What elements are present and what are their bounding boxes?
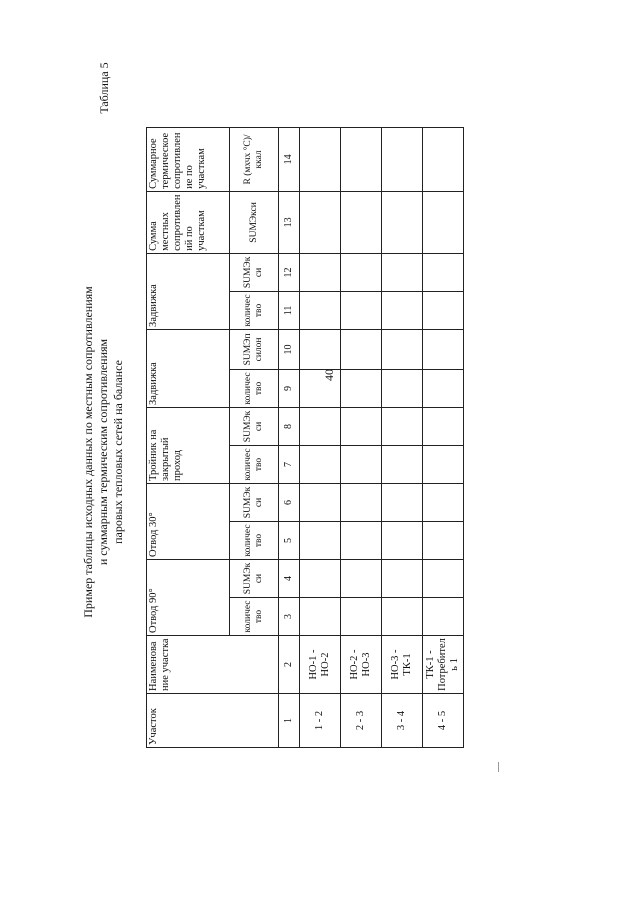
subheader-kol-3: количество <box>230 445 279 483</box>
table-row <box>423 127 464 747</box>
empty-cell <box>423 291 464 329</box>
empty-cell <box>300 329 341 369</box>
column-number: 6 <box>279 483 300 521</box>
header-zadvizhka-2: Задвижка <box>147 253 230 329</box>
title-line: паровых тепловых сетей на балансе <box>111 360 125 544</box>
column-number: 11 <box>279 291 300 329</box>
header-zadvizhka-1: Задвижка <box>147 329 230 407</box>
resistance-table <box>146 128 486 748</box>
empty-cell <box>382 191 423 253</box>
row-name: НО-3 - ТК-1 <box>382 636 423 694</box>
empty-cell <box>300 483 341 521</box>
subheader-sum-3: SUMЭкси <box>230 407 279 445</box>
table-title <box>81 217 141 687</box>
empty-cell <box>382 598 423 636</box>
empty-cell <box>300 559 341 597</box>
empty-cell <box>423 559 464 597</box>
column-number: 14 <box>279 127 300 191</box>
column-number: 3 <box>279 598 300 636</box>
empty-cell <box>423 329 464 369</box>
empty-cell <box>300 521 341 559</box>
empty-cell <box>341 559 382 597</box>
empty-cell <box>423 369 464 407</box>
empty-cell <box>341 521 382 559</box>
empty-cell <box>382 127 423 191</box>
column-number: 4 <box>279 559 300 597</box>
subheader-r-unit: R (мхчх °С)/ккал <box>230 127 279 191</box>
empty-cell <box>341 127 382 191</box>
empty-cell <box>300 291 341 329</box>
subheader-sumexi: SUMЭкси <box>230 191 279 253</box>
empty-cell <box>341 369 382 407</box>
table-caption: Таблица 5 <box>97 62 111 114</box>
empty-cell <box>382 445 423 483</box>
empty-cell <box>341 291 382 329</box>
empty-cell <box>382 291 423 329</box>
column-number: 9 <box>279 369 300 407</box>
empty-cell <box>300 407 341 445</box>
empty-cell <box>423 483 464 521</box>
empty-cell <box>300 598 341 636</box>
subheader-kol-2: количество <box>230 521 279 559</box>
empty-cell <box>423 407 464 445</box>
empty-cell <box>341 407 382 445</box>
empty-cell <box>341 253 382 291</box>
column-number: 1 <box>279 694 300 748</box>
row-name: НО-1 - НО-2 <box>300 636 341 694</box>
column-number: 10 <box>279 329 300 369</box>
empty-cell <box>341 483 382 521</box>
row-uchastok: 4 - 5 <box>423 694 464 748</box>
header-naimenovanie: Наименование участка <box>147 636 279 694</box>
subheader-sum-4: SUMЭпсилон <box>230 329 279 369</box>
row-uchastok: 2 - 3 <box>341 694 382 748</box>
page-number: 40 <box>322 369 336 381</box>
empty-cell <box>300 191 341 253</box>
empty-cell <box>423 127 464 191</box>
column-number: 12 <box>279 253 300 291</box>
empty-cell <box>423 598 464 636</box>
table-row <box>382 127 423 747</box>
subheader-kol-1: количество <box>230 598 279 636</box>
title-line: и суммарным термическим сопротивлениям <box>96 338 110 566</box>
row-name: НО-2 - НО-3 <box>341 636 382 694</box>
empty-cell <box>382 253 423 291</box>
empty-cell <box>341 329 382 369</box>
column-number: 13 <box>279 191 300 253</box>
empty-cell <box>382 369 423 407</box>
subheader-kol-5: количество <box>230 291 279 329</box>
subheader-kol-4: количество <box>230 369 279 407</box>
header-summa-mestnyh: Сумма местных сопротивлений по участкам <box>147 191 230 253</box>
empty-cell <box>341 191 382 253</box>
empty-cell <box>341 445 382 483</box>
empty-cell <box>300 253 341 291</box>
margin-mark <box>498 762 499 772</box>
empty-cell <box>423 253 464 291</box>
empty-cell <box>382 407 423 445</box>
empty-cell <box>341 598 382 636</box>
header-summarnoe: Суммарное термическое сопротивление по участкам <box>147 127 230 191</box>
empty-cell <box>382 559 423 597</box>
subheader-sum-2: SUMЭкси <box>230 483 279 521</box>
column-number: 8 <box>279 407 300 445</box>
column-number: 7 <box>279 445 300 483</box>
column-number: 2 <box>279 636 300 694</box>
empty-cell <box>423 191 464 253</box>
row-name: ТК-1 - Потребитель 1 <box>423 636 464 694</box>
empty-cell <box>423 521 464 559</box>
table-row <box>300 127 341 747</box>
row-uchastok: 3 - 4 <box>382 694 423 748</box>
row-uchastok: 1 - 2 <box>300 694 341 748</box>
header-troynik: Тройник на закрытый проход <box>147 407 230 483</box>
empty-cell <box>382 521 423 559</box>
empty-cell <box>423 445 464 483</box>
title-line: Пример таблицы исходных данных по местным сопротивлениям <box>81 286 95 618</box>
empty-cell <box>300 369 341 407</box>
empty-cell <box>300 127 341 191</box>
empty-cell <box>300 445 341 483</box>
header-uchastok: Участок <box>147 694 279 748</box>
subheader-sum-5: SUMЭкси <box>230 253 279 291</box>
column-number: 5 <box>279 521 300 559</box>
header-otvod30: Отвод 30° <box>147 483 230 559</box>
table-row <box>341 127 382 747</box>
subheader-sum-1: SUMЭкси <box>230 559 279 597</box>
empty-cell <box>382 329 423 369</box>
empty-cell <box>382 483 423 521</box>
header-otvod90: Отвод 90° <box>147 559 230 635</box>
